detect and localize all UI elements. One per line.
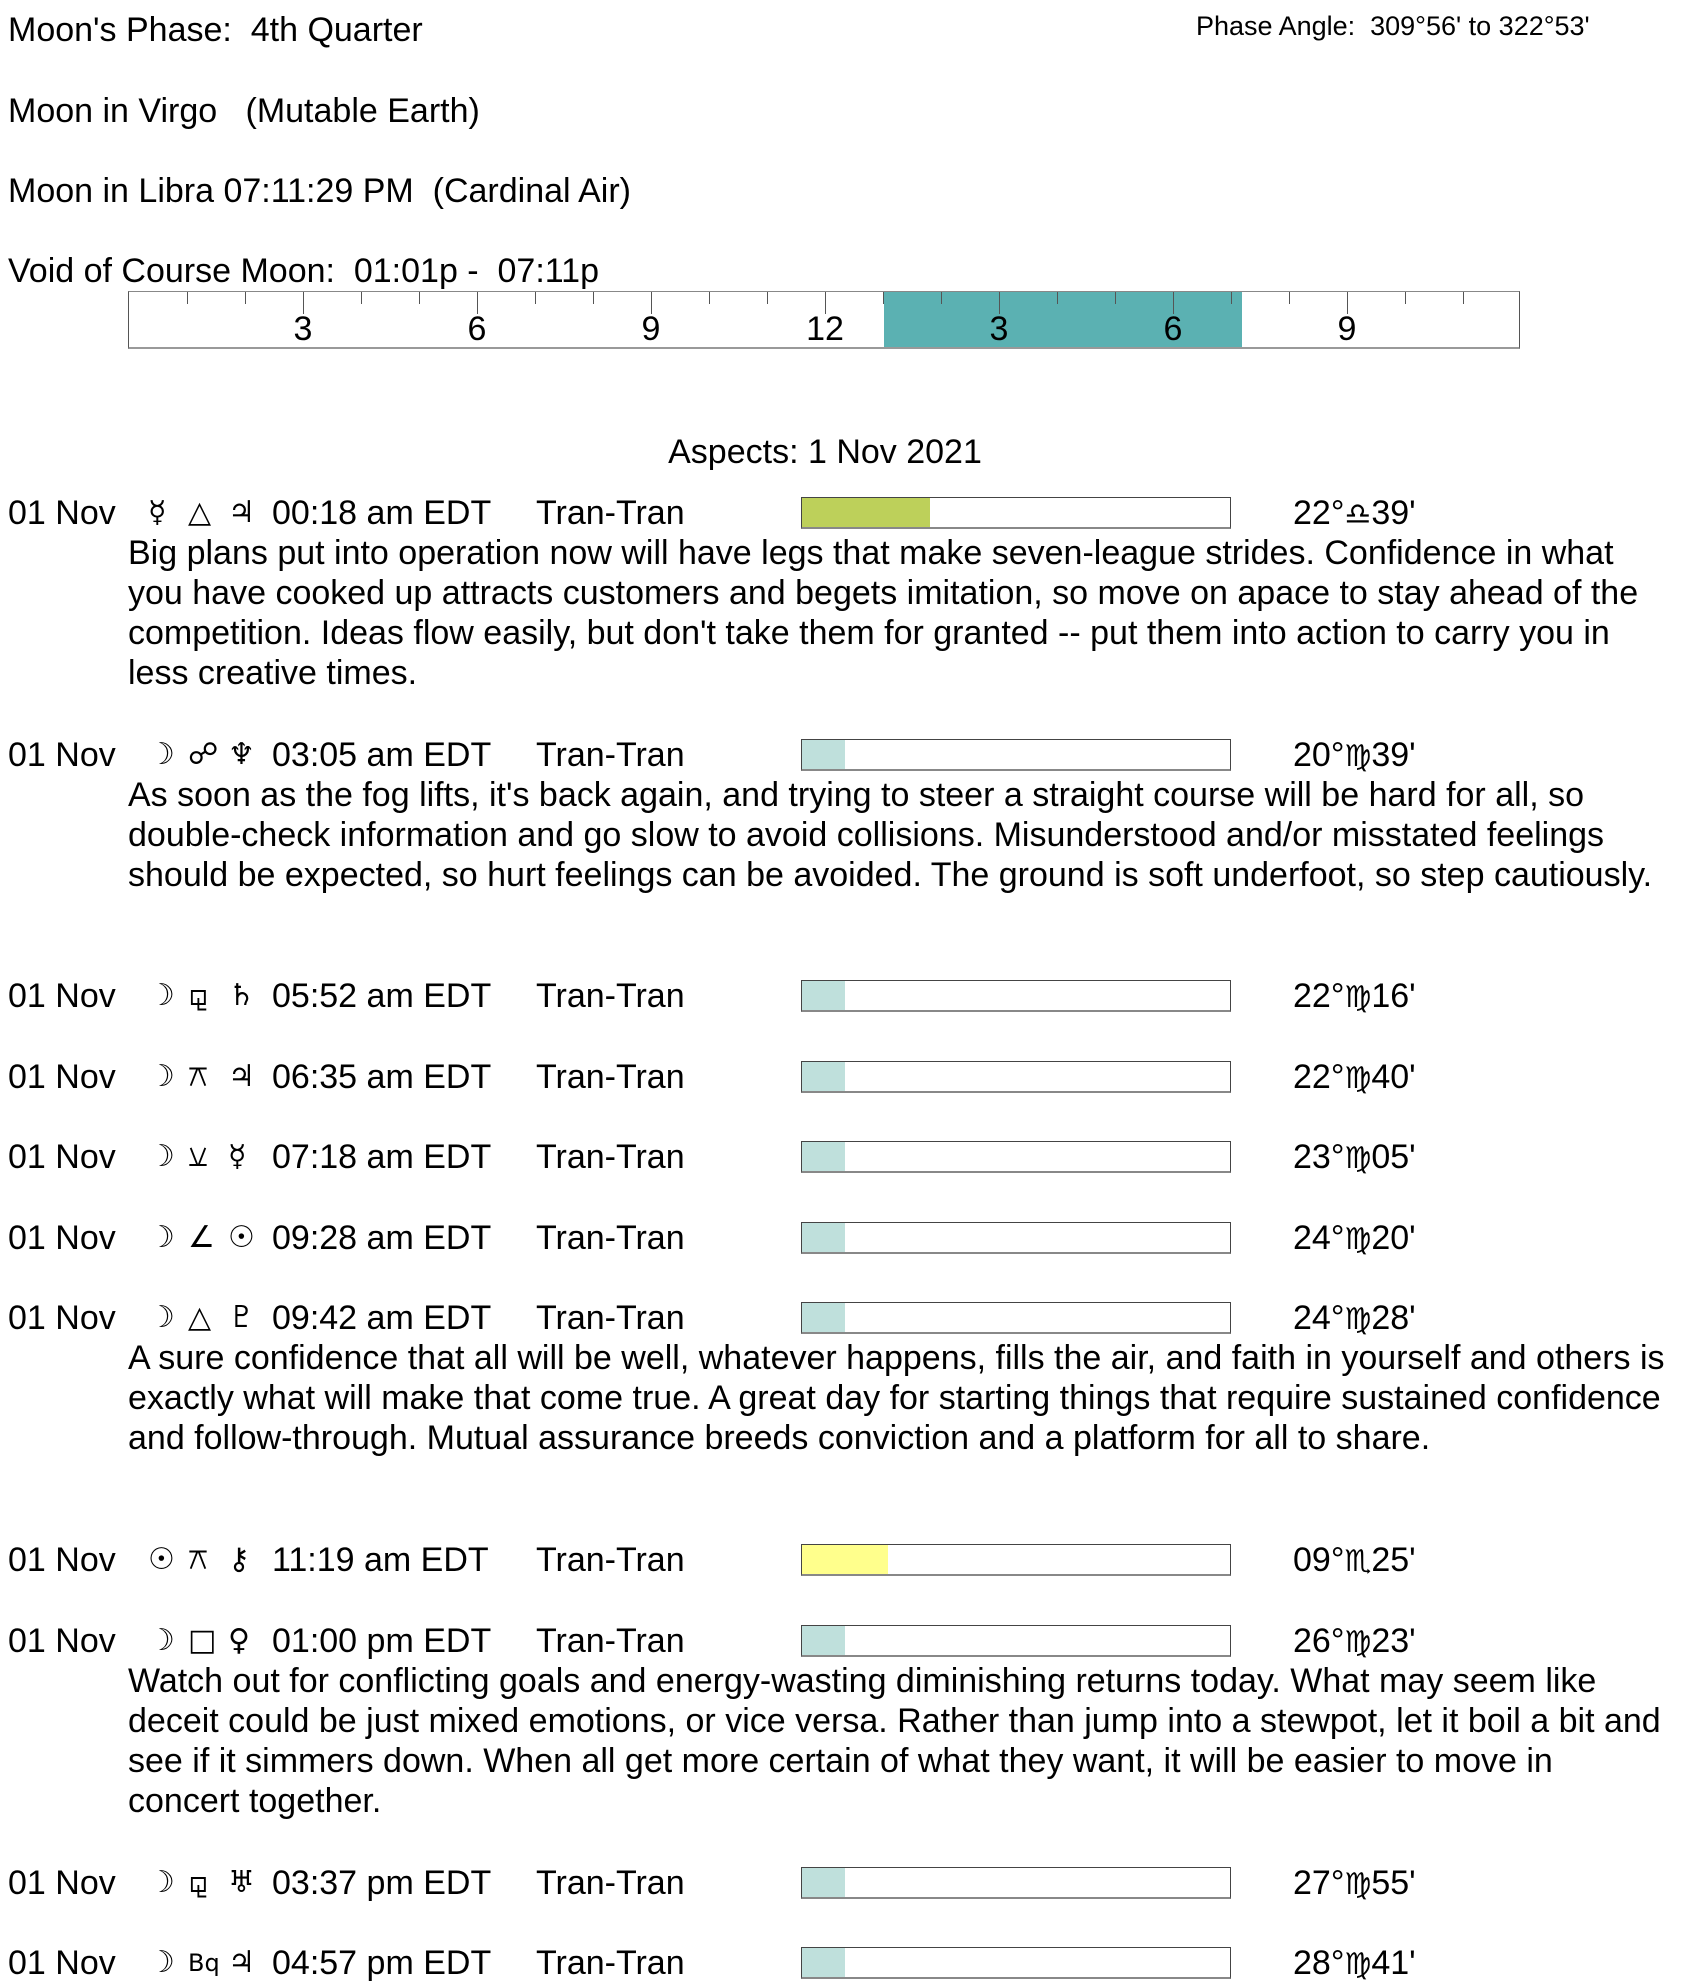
aspect-time: 03:05 am EDT xyxy=(272,736,492,774)
aspect-row xyxy=(8,1540,1668,1580)
aspect-entry xyxy=(8,1863,1668,1903)
position-degrees: 24° xyxy=(1293,1299,1345,1337)
aspect-entry xyxy=(8,1540,1668,1580)
moon-phase: Moon's Phase: 4th Quarter xyxy=(8,11,423,49)
aspect-position xyxy=(1293,1298,1416,1340)
aspect-entry xyxy=(8,735,1668,895)
position-degrees: 09° xyxy=(1293,1541,1345,1579)
void-of-course: Void of Course Moon: 01:01p - 07:11p xyxy=(8,252,599,290)
strength-bar xyxy=(801,1222,1231,1254)
zodiac-sign-icon: ♍ xyxy=(1344,1302,1372,1337)
aspect-type: Tran-Tran xyxy=(536,1299,685,1337)
position-degrees: 28° xyxy=(1293,1944,1345,1982)
aspect-time: 11:19 am EDT xyxy=(272,1541,489,1579)
aspect-time: 07:18 am EDT xyxy=(272,1138,492,1176)
timeline-tick xyxy=(1463,292,1464,304)
trine-icon: △ xyxy=(188,495,212,530)
aspect-date: 01 Nov xyxy=(8,1138,116,1176)
position-minutes: 39' xyxy=(1371,494,1416,532)
timeline-hour-label: 3 xyxy=(293,310,313,348)
aspect-time: 03:37 pm EDT xyxy=(272,1864,492,1902)
zodiac-sign-icon: ♍ xyxy=(1344,1867,1372,1902)
sesquiquadrate-icon: ⚼ xyxy=(188,1865,209,1900)
aspect-time: 04:57 pm EDT xyxy=(272,1944,492,1982)
position-minutes: 16' xyxy=(1371,977,1416,1015)
timeline-hour-label: 9 xyxy=(641,310,661,348)
strength-bar xyxy=(801,497,1231,529)
aspect-row xyxy=(8,1621,1668,1661)
moon-icon: ☽ xyxy=(148,1623,175,1658)
semisextile-icon: ⚺ xyxy=(188,1139,208,1174)
aspect-time: 06:35 am EDT xyxy=(272,1058,492,1096)
biquintile-icon: Bq xyxy=(188,1949,220,1977)
strength-bar xyxy=(801,1061,1231,1093)
aspect-date: 01 Nov xyxy=(8,1219,116,1257)
zodiac-sign-icon: ♍ xyxy=(1344,1625,1372,1660)
aspect-row xyxy=(8,1137,1668,1177)
aspect-date: 01 Nov xyxy=(8,1541,116,1579)
aspect-date: 01 Nov xyxy=(8,1864,116,1902)
aspect-type: Tran-Tran xyxy=(536,977,685,1015)
strength-bar-fill xyxy=(802,1868,845,1897)
aspect-position xyxy=(1293,1540,1416,1582)
aspect-type: Tran-Tran xyxy=(536,1622,685,1660)
aspect-time: 09:28 am EDT xyxy=(272,1219,492,1257)
timeline-tick xyxy=(941,292,942,304)
position-minutes: 23' xyxy=(1371,1622,1416,1660)
moon-icon: ☽ xyxy=(148,1945,175,1980)
timeline-tick xyxy=(1289,292,1290,304)
aspect-entry xyxy=(8,493,1668,693)
sesquiquadrate-icon: ⚼ xyxy=(188,978,209,1013)
aspect-row xyxy=(8,1863,1668,1903)
position-minutes: 55' xyxy=(1371,1864,1416,1902)
timeline-tick xyxy=(1115,292,1116,304)
aspect-description: Watch out for conflicting goals and energy-wasting diminishing returns today. What may seem like deceit could be just mixed emotions, or vice versa. Rather than jump into a stewpot, let it boil a bit and see if it simmers down. When all get more certain of what they want, it will be easier to move in concert together. xyxy=(128,1662,1661,1820)
timeline-tick xyxy=(1231,292,1232,304)
aspect-entry xyxy=(8,1137,1668,1177)
aspect-entry xyxy=(8,1057,1668,1097)
square-icon: □ xyxy=(188,1623,217,1658)
aspect-date: 01 Nov xyxy=(8,977,116,1015)
aspect-position xyxy=(1293,976,1416,1018)
strength-bar-fill xyxy=(802,1303,845,1332)
timeline-tick xyxy=(361,292,362,304)
saturn-icon: ♄ xyxy=(228,978,255,1013)
aspect-entry xyxy=(8,1218,1668,1258)
moon-icon: ☽ xyxy=(148,1865,175,1900)
opposition-icon: ☍ xyxy=(188,737,219,772)
position-degrees: 22° xyxy=(1293,977,1345,1015)
strength-bar-fill xyxy=(802,1062,845,1091)
strength-bar-fill xyxy=(802,1626,845,1655)
position-minutes: 41' xyxy=(1371,1944,1416,1982)
aspect-position xyxy=(1293,1943,1416,1985)
aspects-title: Aspects: 1 Nov 2021 xyxy=(668,433,982,471)
aspect-row xyxy=(8,735,1668,775)
timeline-tick xyxy=(1405,292,1406,304)
timeline-hour-label: 9 xyxy=(1337,310,1357,348)
aspect-date: 01 Nov xyxy=(8,1944,116,1982)
aspect-type: Tran-Tran xyxy=(536,1944,685,1982)
timeline-tick xyxy=(883,292,884,304)
uranus-icon: ♅ xyxy=(228,1865,255,1900)
strength-bar-fill xyxy=(802,1948,845,1977)
aspect-type: Tran-Tran xyxy=(536,494,685,532)
position-minutes: 40' xyxy=(1371,1058,1416,1096)
timeline-hour-label: 6 xyxy=(467,310,487,348)
position-minutes: 25' xyxy=(1371,1541,1416,1579)
sun-icon: ☉ xyxy=(148,1542,175,1577)
mercury-icon: ☿ xyxy=(148,495,167,530)
aspect-description: Big plans put into operation now will have legs that make seven-league strides. Confidence in what you have cooked up attracts customers and begets imitation, so move on apace to stay ahead of the competition. Ideas flow easily, but don't take them for granted -- put them into action to carry you in less creative times. xyxy=(128,534,1639,692)
strength-bar xyxy=(801,739,1231,771)
quincunx-icon: ⚻ xyxy=(188,1059,208,1094)
zodiac-sign-icon: ♍ xyxy=(1344,739,1372,774)
strength-bar-fill xyxy=(802,981,845,1010)
moon-icon: ☽ xyxy=(148,1300,175,1335)
void-period-highlight xyxy=(884,292,1242,347)
sun-icon: ☉ xyxy=(228,1220,255,1255)
aspect-row xyxy=(8,1943,1668,1983)
strength-bar xyxy=(801,1141,1231,1173)
venus-icon: ♀ xyxy=(228,1623,250,1658)
moon-ingress: Moon in Libra 07:11:29 PM (Cardinal Air) xyxy=(8,172,632,210)
position-minutes: 05' xyxy=(1371,1138,1416,1176)
timeline-tick xyxy=(535,292,536,304)
strength-bar xyxy=(801,980,1231,1012)
trine-icon: △ xyxy=(188,1300,212,1335)
aspect-date: 01 Nov xyxy=(8,1058,116,1096)
strength-bar xyxy=(801,1544,1231,1576)
strength-bar-fill xyxy=(802,1142,845,1171)
timeline-tick xyxy=(1057,292,1058,304)
aspect-description: A sure confidence that all will be well, whatever happens, fills the air, and faith in yourself and others is exactly what will make that come true. A great day for starting things that require sustained confidence and follow-through. Mutual assurance breeds conviction and a platform for all to share. xyxy=(128,1339,1665,1457)
aspect-type: Tran-Tran xyxy=(536,1541,685,1579)
aspect-position xyxy=(1293,735,1416,777)
timeline-tick xyxy=(245,292,246,304)
zodiac-sign-icon: ♍ xyxy=(1344,1222,1372,1257)
zodiac-sign-icon: ♍ xyxy=(1344,1947,1372,1982)
moon-icon: ☽ xyxy=(148,1220,175,1255)
aspect-type: Tran-Tran xyxy=(536,1138,685,1176)
aspect-position xyxy=(1293,1863,1416,1905)
pluto-icon: ♇ xyxy=(228,1300,255,1335)
strength-bar-fill xyxy=(802,1545,888,1574)
zodiac-sign-icon: ♍ xyxy=(1344,980,1372,1015)
aspect-row xyxy=(8,493,1668,533)
aspect-position xyxy=(1293,1137,1416,1179)
position-minutes: 39' xyxy=(1371,736,1416,774)
mercury-icon: ☿ xyxy=(228,1139,247,1174)
aspect-time: 05:52 am EDT xyxy=(272,977,492,1015)
jupiter-icon: ♃ xyxy=(228,1059,255,1094)
strength-bar-fill xyxy=(802,498,930,527)
void-of-course-timeline xyxy=(128,291,1520,349)
moon-icon: ☽ xyxy=(148,978,175,1013)
position-degrees: 27° xyxy=(1293,1864,1345,1902)
quincunx-icon: ⚻ xyxy=(188,1542,208,1577)
aspect-entry xyxy=(8,976,1668,1016)
timeline-tick xyxy=(593,292,594,304)
timeline-tick xyxy=(187,292,188,304)
aspect-entry xyxy=(8,1298,1668,1458)
aspect-date: 01 Nov xyxy=(8,736,116,774)
aspect-row xyxy=(8,1057,1668,1097)
zodiac-sign-icon: ♍ xyxy=(1344,1141,1372,1176)
aspect-time: 09:42 am EDT xyxy=(272,1299,492,1337)
strength-bar xyxy=(801,1302,1231,1334)
aspect-type: Tran-Tran xyxy=(536,1219,685,1257)
moon-icon: ☽ xyxy=(148,1059,175,1094)
aspect-date: 01 Nov xyxy=(8,1299,116,1337)
timeline-hour-label: 6 xyxy=(1163,310,1183,348)
aspect-position xyxy=(1293,1057,1416,1099)
aspect-time: 01:00 pm EDT xyxy=(272,1622,492,1660)
position-minutes: 28' xyxy=(1371,1299,1416,1337)
aspect-time: 00:18 am EDT xyxy=(272,494,492,532)
timeline-hour-label: 12 xyxy=(806,310,844,348)
semisquare-icon: ∠ xyxy=(188,1220,215,1255)
timeline-tick xyxy=(709,292,710,304)
zodiac-sign-icon: ♏ xyxy=(1344,1544,1372,1579)
strength-bar-fill xyxy=(802,740,845,769)
aspect-entry xyxy=(8,1943,1668,1983)
position-degrees: 23° xyxy=(1293,1138,1345,1176)
timeline-tick xyxy=(767,292,768,304)
moon-sign: Moon in Virgo (Mutable Earth) xyxy=(8,92,480,130)
timeline-tick xyxy=(419,292,420,304)
aspect-type: Tran-Tran xyxy=(536,1864,685,1902)
aspect-row xyxy=(8,976,1668,1016)
position-degrees: 22° xyxy=(1293,1058,1345,1096)
chiron-icon: ⚷ xyxy=(228,1542,250,1577)
aspect-type: Tran-Tran xyxy=(536,736,685,774)
aspect-date: 01 Nov xyxy=(8,1622,116,1660)
moon-icon: ☽ xyxy=(148,1139,175,1174)
zodiac-sign-icon: ♎ xyxy=(1344,497,1372,532)
position-degrees: 20° xyxy=(1293,736,1345,774)
aspect-position xyxy=(1293,1218,1416,1260)
strength-bar-fill xyxy=(802,1223,845,1252)
neptune-icon: ♆ xyxy=(228,737,255,772)
moon-icon: ☽ xyxy=(148,737,175,772)
jupiter-icon: ♃ xyxy=(228,1945,255,1980)
timeline-hour-label: 3 xyxy=(989,310,1009,348)
zodiac-sign-icon: ♍ xyxy=(1344,1061,1372,1096)
position-degrees: 24° xyxy=(1293,1219,1345,1257)
aspect-description: As soon as the fog lifts, it's back again, and trying to steer a straight course will be hard for all, so double-check information and go slow to avoid collisions. Misunderstood and/or misstated feelings should be expected, so hurt feelings can be avoided. The ground is soft underfoot, so step cautiously. xyxy=(128,776,1653,894)
aspect-row xyxy=(8,1298,1668,1338)
aspect-row xyxy=(8,1218,1668,1258)
strength-bar xyxy=(801,1867,1231,1899)
position-minutes: 20' xyxy=(1371,1219,1416,1257)
jupiter-icon: ♃ xyxy=(228,495,255,530)
aspect-entry xyxy=(8,1621,1668,1821)
phase-angle: Phase Angle: 309°56' to 322°53' xyxy=(1196,11,1590,41)
aspect-position xyxy=(1293,493,1416,535)
aspect-position xyxy=(1293,1621,1416,1663)
strength-bar xyxy=(801,1947,1231,1979)
strength-bar xyxy=(801,1625,1231,1657)
aspect-date: 01 Nov xyxy=(8,494,116,532)
aspect-type: Tran-Tran xyxy=(536,1058,685,1096)
position-degrees: 22° xyxy=(1293,494,1345,532)
position-degrees: 26° xyxy=(1293,1622,1345,1660)
